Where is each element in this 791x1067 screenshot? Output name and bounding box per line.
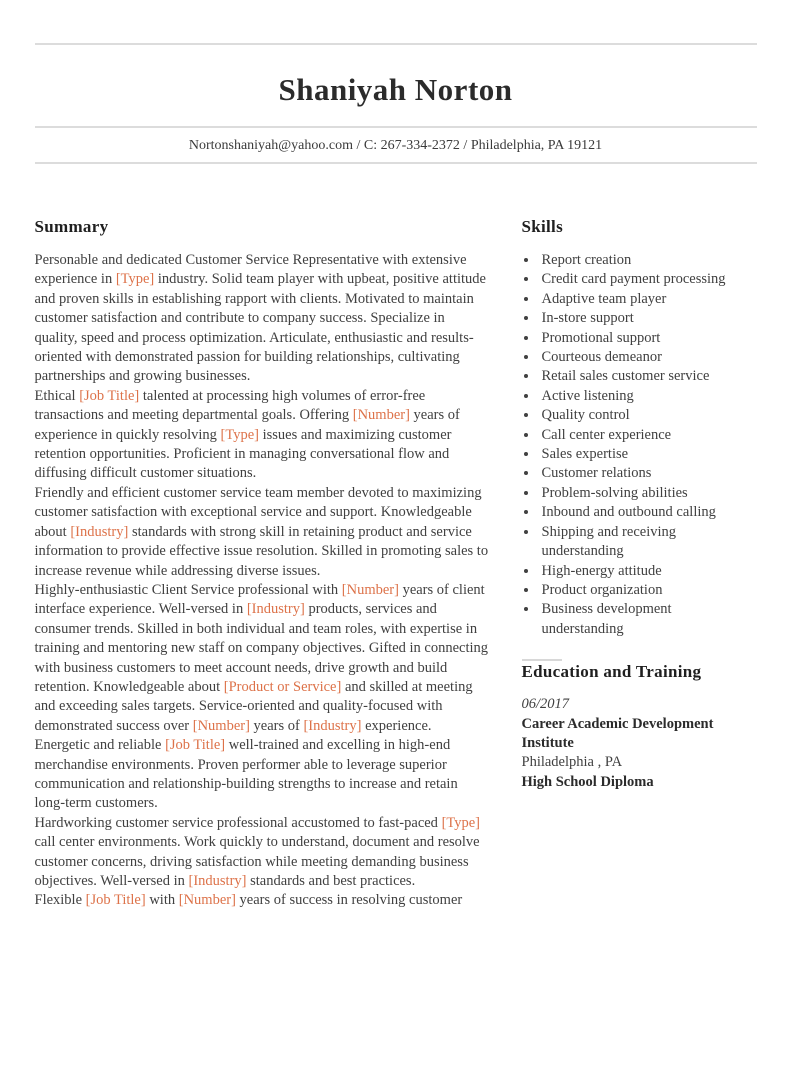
- summary-heading: Summary: [34, 217, 109, 236]
- skill-item: • Active listening: [539, 387, 757, 406]
- placeholder-token: [Job Title]: [85, 892, 146, 909]
- placeholder-token: [Product or Service]: [223, 678, 342, 695]
- summary-text-run: well-trained and excelling in high-end merchandise environments. Proven performer able to leverage superior communication and relationship-building strengths to increase and retain long-term customers.: [34, 737, 458, 812]
- skill-item: • Inbound and outbound calling: [539, 503, 757, 522]
- summary-text-run: talented at processing high volumes of error-free transactions and meeting departmental goals. Offering: [34, 387, 426, 424]
- content-columns: [35, 216, 757, 911]
- placeholder-token: [Type]: [115, 271, 155, 288]
- placeholder-token: [Industry]: [246, 601, 305, 618]
- placeholder-token: [Industry]: [70, 523, 129, 540]
- summary-section: [35, 216, 490, 911]
- education-degree: High School Diploma: [521, 773, 654, 790]
- skills-list: [522, 251, 757, 639]
- skill-item: • In-store support: [539, 309, 757, 328]
- summary-paragraph: [35, 891, 490, 910]
- right-column: [522, 216, 757, 911]
- page-title: Shaniyah Norton: [278, 72, 513, 107]
- summary-text-run: issues and maximizing customer retention opportunities. Proficient in managing conversational flow and diffusing difficult customer situations.: [34, 426, 452, 482]
- summary-paragraph: [35, 251, 490, 387]
- placeholder-token: [Number]: [178, 892, 236, 909]
- summary-text-run: years of: [249, 717, 304, 734]
- skill-item: • High-energy attitude: [539, 562, 757, 581]
- placeholder-token: [Number]: [352, 407, 410, 424]
- summary-paragraph: [35, 581, 490, 736]
- summary-text-run: Hardworking customer service professional accustomed to fast-paced: [34, 814, 442, 831]
- summary-text-run: with: [145, 892, 179, 909]
- summary-text-run: call center environments. Work quickly to understand, document and resolve customer concerns, driving satisfaction while meeting demanding business objectives. Well-versed in: [34, 834, 480, 889]
- skill-item: • Credit card payment processing: [539, 270, 757, 289]
- contact-line: Nortonshaniyah@yahoo.com / C: 267-334-2372 / Philadelphia, PA 19121: [188, 138, 603, 153]
- summary-paragraph: [35, 484, 490, 581]
- education-school: Career Academic Development Institute: [521, 715, 714, 751]
- header-divider-top: [35, 43, 757, 45]
- summary-text-run: years of experience in quickly resolving: [34, 407, 460, 443]
- summary-text-run: standards and best practices.: [246, 873, 416, 889]
- placeholder-token: [Industry]: [188, 873, 247, 889]
- summary-text-run: products, services and consumer trends. Skilled in both individual and team roles, with expertise in training and mentoring new staff on company objectives. Gifted in connecting with business customers to meet account needs, drive growth and build retention. Knowledgeable about: [34, 601, 489, 695]
- summary-text: [35, 251, 490, 911]
- summary-text-run: industry. Solid team player with upbeat, positive attitude and proven skills in establishing rapport with clients. Motivated to maintain customer satisfaction and contribute to company success. Specialize in quality, speed and process optimization. Articulate, enthusiastic and results-oriented with demonstrated passion for building relationships, cultivating partnerships and growing businesses.: [34, 271, 486, 385]
- skill-item: • Sales expertise: [539, 445, 757, 464]
- skill-item: • Report creation: [539, 251, 757, 270]
- summary-text-run: Ethical: [34, 387, 80, 404]
- skills-section: [522, 216, 757, 639]
- skill-item: • Call center experience: [539, 426, 757, 445]
- skill-item: • Customer relations: [539, 464, 757, 483]
- resume-page: [35, 43, 757, 911]
- skill-item: • Adaptive team player: [539, 290, 757, 309]
- skill-item: • Promotional support: [539, 329, 757, 348]
- summary-text-run: Friendly and efficient customer service team member devoted to maximizing customer satisfaction with exceptional service and support. Knowledgeable about: [34, 484, 482, 540]
- placeholder-token: [Job Title]: [165, 737, 226, 754]
- summary-text-run: Highly-enthusiastic Client Service professional with: [34, 581, 342, 598]
- summary-paragraph: [35, 814, 490, 892]
- placeholder-token: [Job Title]: [79, 387, 140, 404]
- summary-text-run: years of success in resolving customer: [235, 892, 463, 909]
- skills-heading: Skills: [521, 217, 563, 236]
- skill-item: • Retail sales customer service: [539, 367, 757, 386]
- education-section: [522, 661, 757, 792]
- placeholder-token: [Number]: [341, 581, 399, 598]
- summary-text-run: Flexible: [34, 892, 86, 909]
- education-heading: Education and Training: [521, 662, 702, 682]
- skill-item: • Problem-solving abilities: [539, 484, 757, 503]
- placeholder-token: [Type]: [441, 814, 481, 831]
- education-date: 06/2017: [521, 696, 570, 713]
- summary-text-run: Energetic and reliable: [34, 737, 166, 754]
- skill-item: • Business development understanding: [539, 600, 757, 639]
- skill-item: • Shipping and receiving understanding: [539, 523, 757, 562]
- summary-paragraph: [35, 736, 490, 814]
- skill-item: • Product organization: [539, 581, 757, 600]
- header-divider-middle: [35, 126, 757, 128]
- placeholder-token: [Type]: [220, 426, 259, 443]
- skill-item: • Courteous demeanor: [539, 348, 757, 367]
- header-divider-bottom: [35, 162, 757, 164]
- column-gap: [490, 216, 522, 911]
- placeholder-token: [Number]: [192, 717, 250, 734]
- education-location: Philadelphia , PA: [521, 754, 623, 771]
- summary-text-run: and skilled at meeting and exceeding sales targets. Service-oriented and quality-focused with demonstrated success over: [34, 678, 473, 734]
- summary-text-run: experience.: [361, 717, 432, 734]
- placeholder-token: [Industry]: [303, 717, 362, 734]
- summary-paragraph: [35, 387, 490, 484]
- summary-text-run: Personable and dedicated Customer Service Representative with extensive experience in: [34, 252, 467, 288]
- summary-text-run: years of client interface experience. Well-versed in: [34, 581, 485, 618]
- education-entry: [522, 695, 757, 792]
- summary-text-run: standards with strong skill in retaining product and service information to provide effective issue resolution. Skilled in promoting sales to increase revenue while addressing diverse issues.: [34, 523, 489, 579]
- skill-item: • Quality control: [539, 406, 757, 425]
